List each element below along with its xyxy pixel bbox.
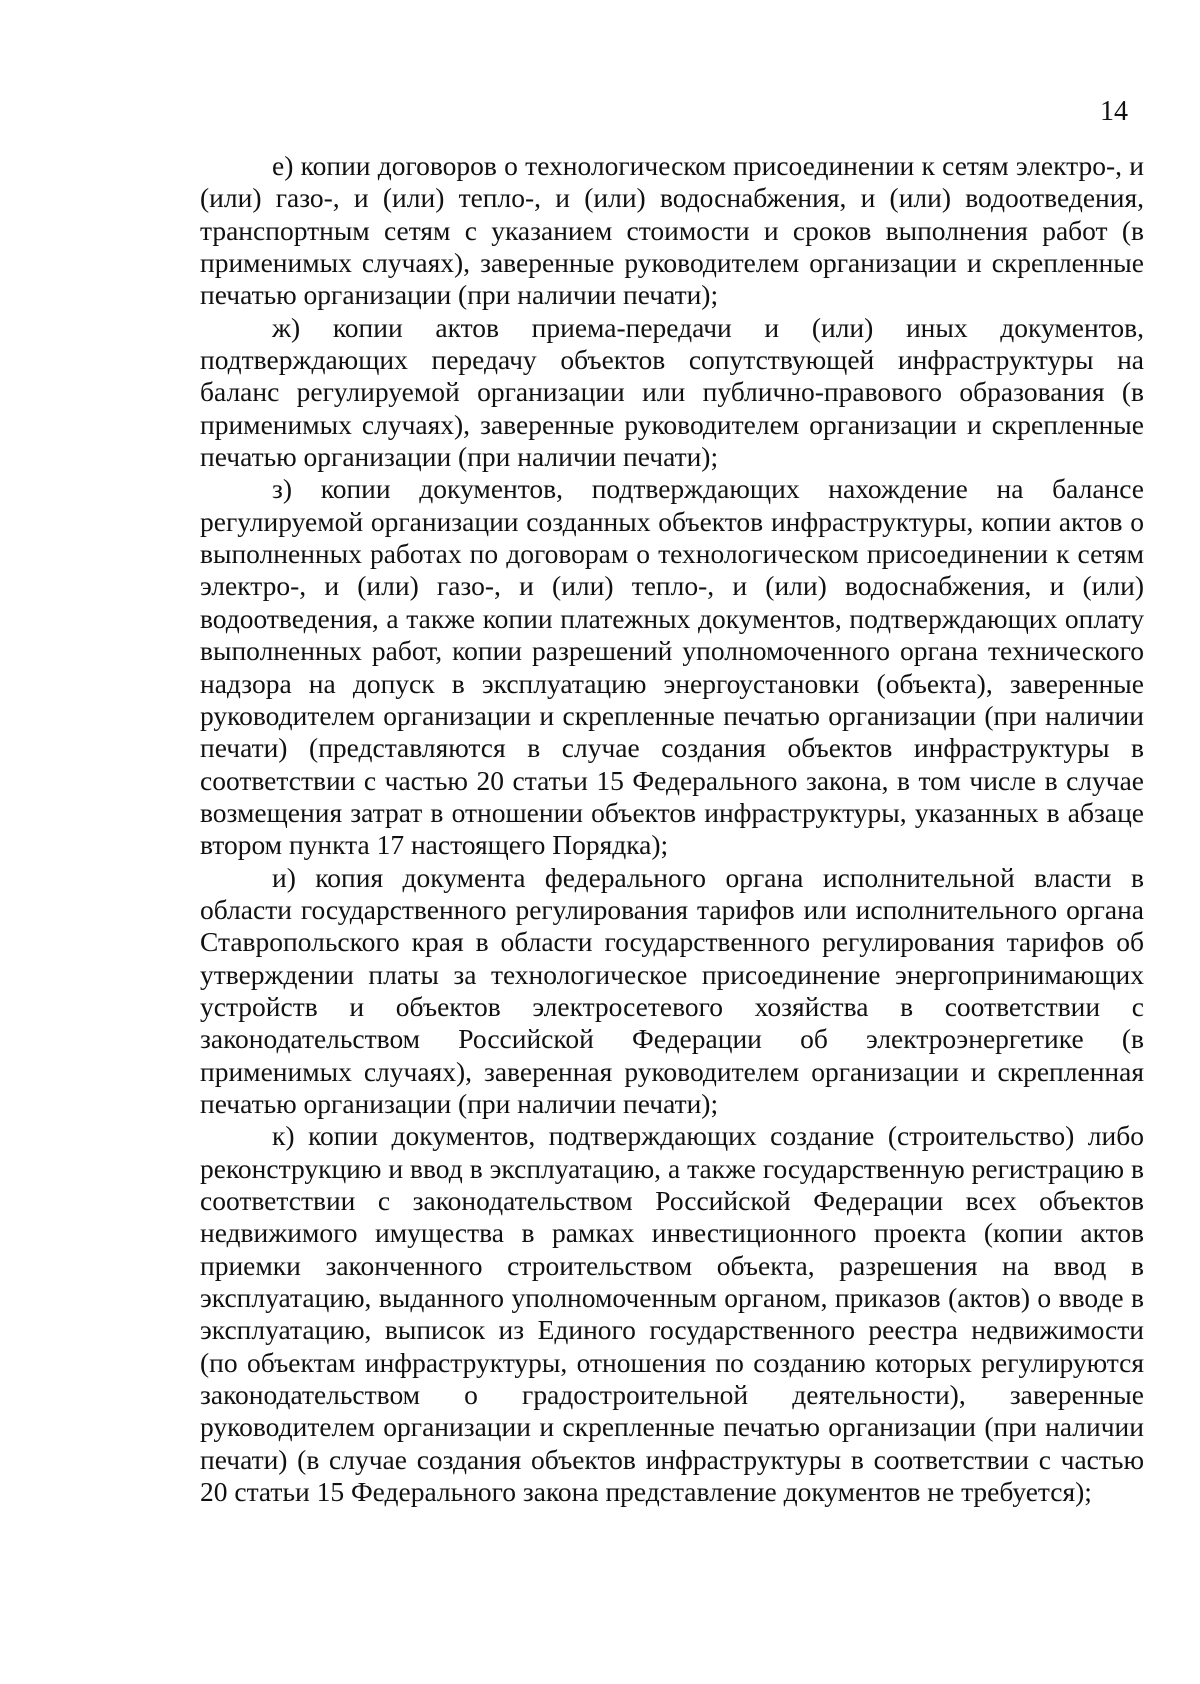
page-number: 14 — [1100, 96, 1128, 127]
document-body — [200, 150, 1144, 1508]
paragraph-z: з) копии документов, подтверждающих нахождение на балансе регулируемой организации созданных объектов инфраструктуры, копии актов о выполненных работах по договорам о технологическом присоединении к сетям электро-, и (или) газо-, и (или) тепло-, и (или) водоснабжения, и (или) водоотведения, а также копии платежных документов, подтверждающих оплату выполненных работ, копии разрешений уполномоченного органа технического надзора на допуск в эксплуатацию энергоустановки (объекта), заверенные руководителем организации и скрепленные печатью организации (при наличии печати) (представляются в случае создания объектов инфраструктуры в соответствии с частью 20 статьи 15 Федерального закона, в том числе в случае возмещения затрат в отношении объектов инфраструктуры, указанных в абзаце втором пункта 17 настоящего Порядка); — [200, 473, 1144, 861]
paragraph-e: е) копии договоров о технологическом присоединении к сетям электро-, и (или) газо-, и (или) тепло-, и (или) водоснабжения, и (или) водоотведения, транспортным сетям с указанием стоимости и сроков выполнения работ (в применимых случаях), заверенные руководителем организации и скрепленные печатью организации (при наличии печати); — [200, 150, 1144, 311]
paragraph-i: и) копия документа федерального органа исполнительной власти в области государственного регулирования тарифов или исполнительного органа Ставропольского края в области государственного регулирования тарифов об утверждении платы за технологическое присоединение энергопринимающих устройств и объектов электросетевого хозяйства в соответствии с законодательством Российской Федерации об электроэнергетике (в применимых случаях), заверенная руководителем организации и скрепленная печатью организации (при наличии печати); — [200, 861, 1144, 1119]
paragraph-zh: ж) копии актов приема-передачи и (или) иных документов, подтверждающих передачу объектов сопутствующей инфраструктуры на баланс регулируемой организации или публично-правового образования (в применимых случаях), заверенные руководителем организации и скрепленные печатью организации (при наличии печати); — [200, 311, 1144, 473]
paragraph-k: к) копии документов, подтверждающих создание (строительство) либо реконструкцию и ввод в эксплуатацию, а также государственную регистрацию в соответствии с законодательством Российской Федерации всех объектов недвижимого имущества в рамках инвестиционного проекта (копии актов приемки законченного строительством объекта, разрешения на ввод в эксплуатацию, выданного уполномоченным органом, приказов (актов) о вводе в эксплуатацию, выписок из Единого государственного реестра недвижимости (по объектам инфраструктуры, отношения по созданию которых регулируются законодательством о градостроительной деятельности), заверенные руководителем организации и скрепленные печатью организации (при наличии печати) (в случае создания объектов инфраструктуры в соответствии с частью 20 статьи 15 Федерального закона представление документов не требуется); — [200, 1120, 1144, 1508]
